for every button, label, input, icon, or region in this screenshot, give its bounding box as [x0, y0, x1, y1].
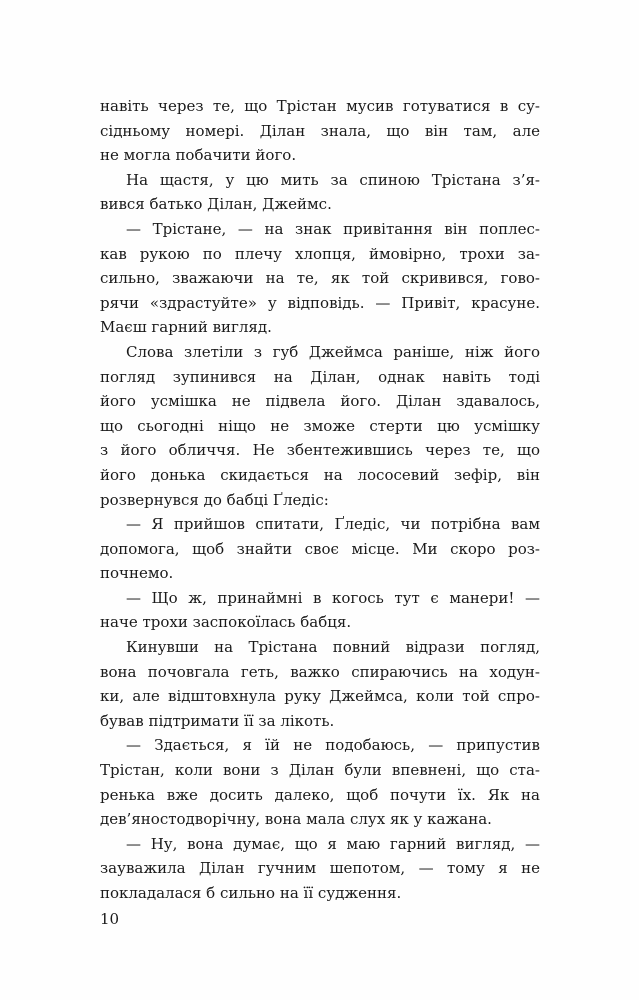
- text-line: що сьогодні ніщо не зможе стерти цю усмішку: [100, 416, 540, 435]
- text-line: ки, але відштовхнула руку Джеймса, коли той спро-: [100, 687, 540, 706]
- text-line: Слова злетіли з губ Джеймса раніше, ніж його: [126, 342, 540, 361]
- text-line: сідньому номері. Ділан знала, що він там, але: [100, 121, 540, 140]
- text-line: покладалася б сильно на її судження.: [100, 884, 402, 902]
- text-line: погляд зупинився на Ділан, однак навіть тоді: [100, 367, 540, 386]
- text-line: ренька вже досить далеко, щоб почути їх. Як на: [100, 785, 540, 804]
- text-line: бував підтримати її за лікоть.: [100, 711, 335, 730]
- text-line: розвернувся до бабці Ґледіс:: [100, 490, 329, 509]
- text-line: Трістан, коли вони з Ділан були впевнені, що ста-: [100, 761, 540, 780]
- text-line: Маєш гарний вигляд.: [100, 318, 272, 337]
- text-line: рячи «здрастуйте» у відповідь. — Привіт, красуне.: [100, 293, 540, 312]
- text-line: навіть через те, що Трістан мусив готуватися в су-: [100, 97, 540, 115]
- page-number: 10: [100, 910, 120, 928]
- text-line: вона почовгала геть, важко спираючись на ходун-: [100, 662, 540, 681]
- text-line: допомога, щоб знайти своє місце. Ми скоро роз-: [100, 539, 540, 558]
- text-line: — Трістане, — на знак привітання він поплес-: [126, 219, 540, 238]
- text-line: дев’яностодворічну, вона мала слух як у кажана.: [100, 810, 492, 829]
- text-line: На щастя, у цю мить за спиною Трістана з’я-: [126, 170, 540, 189]
- text-line: — Я прийшов спитати, Ґледіс, чи потрібна вам: [126, 515, 540, 534]
- text-line: вився батько Ділан, Джеймс.: [100, 195, 332, 214]
- text-line: з його обличчя. Не збентежившись через те, що: [100, 441, 540, 460]
- text-line: почнемо.: [100, 564, 174, 583]
- text-line: зауважила Ділан гучним шепотом, — тому я не: [100, 859, 540, 878]
- text-line: — Ну, вона думає, що я маю гарний вигляд, —: [126, 834, 540, 853]
- text-line: наче трохи заспокоїлась бабця.: [100, 613, 352, 632]
- text-line: Кинувши на Трістана повний відрази погляд,: [126, 638, 540, 657]
- text-line: — Здається, я їй не подобаюсь, — припустив: [126, 736, 540, 755]
- text-line: не могла побачити його.: [100, 146, 297, 165]
- body-text: [100, 94, 540, 906]
- text-line: кав рукою по плечу хлопця, ймовірно, трохи за-: [100, 244, 540, 263]
- text-line: — Що ж, принаймні в когось тут є манери! —: [126, 588, 540, 607]
- text-line: його усмішка не підвела його. Ділан здавалось,: [100, 392, 540, 411]
- text-line: його донька скидається на лососевий зефір, він: [100, 465, 540, 484]
- text-line: сильно, зважаючи на те, як той скривився, гово-: [100, 269, 540, 288]
